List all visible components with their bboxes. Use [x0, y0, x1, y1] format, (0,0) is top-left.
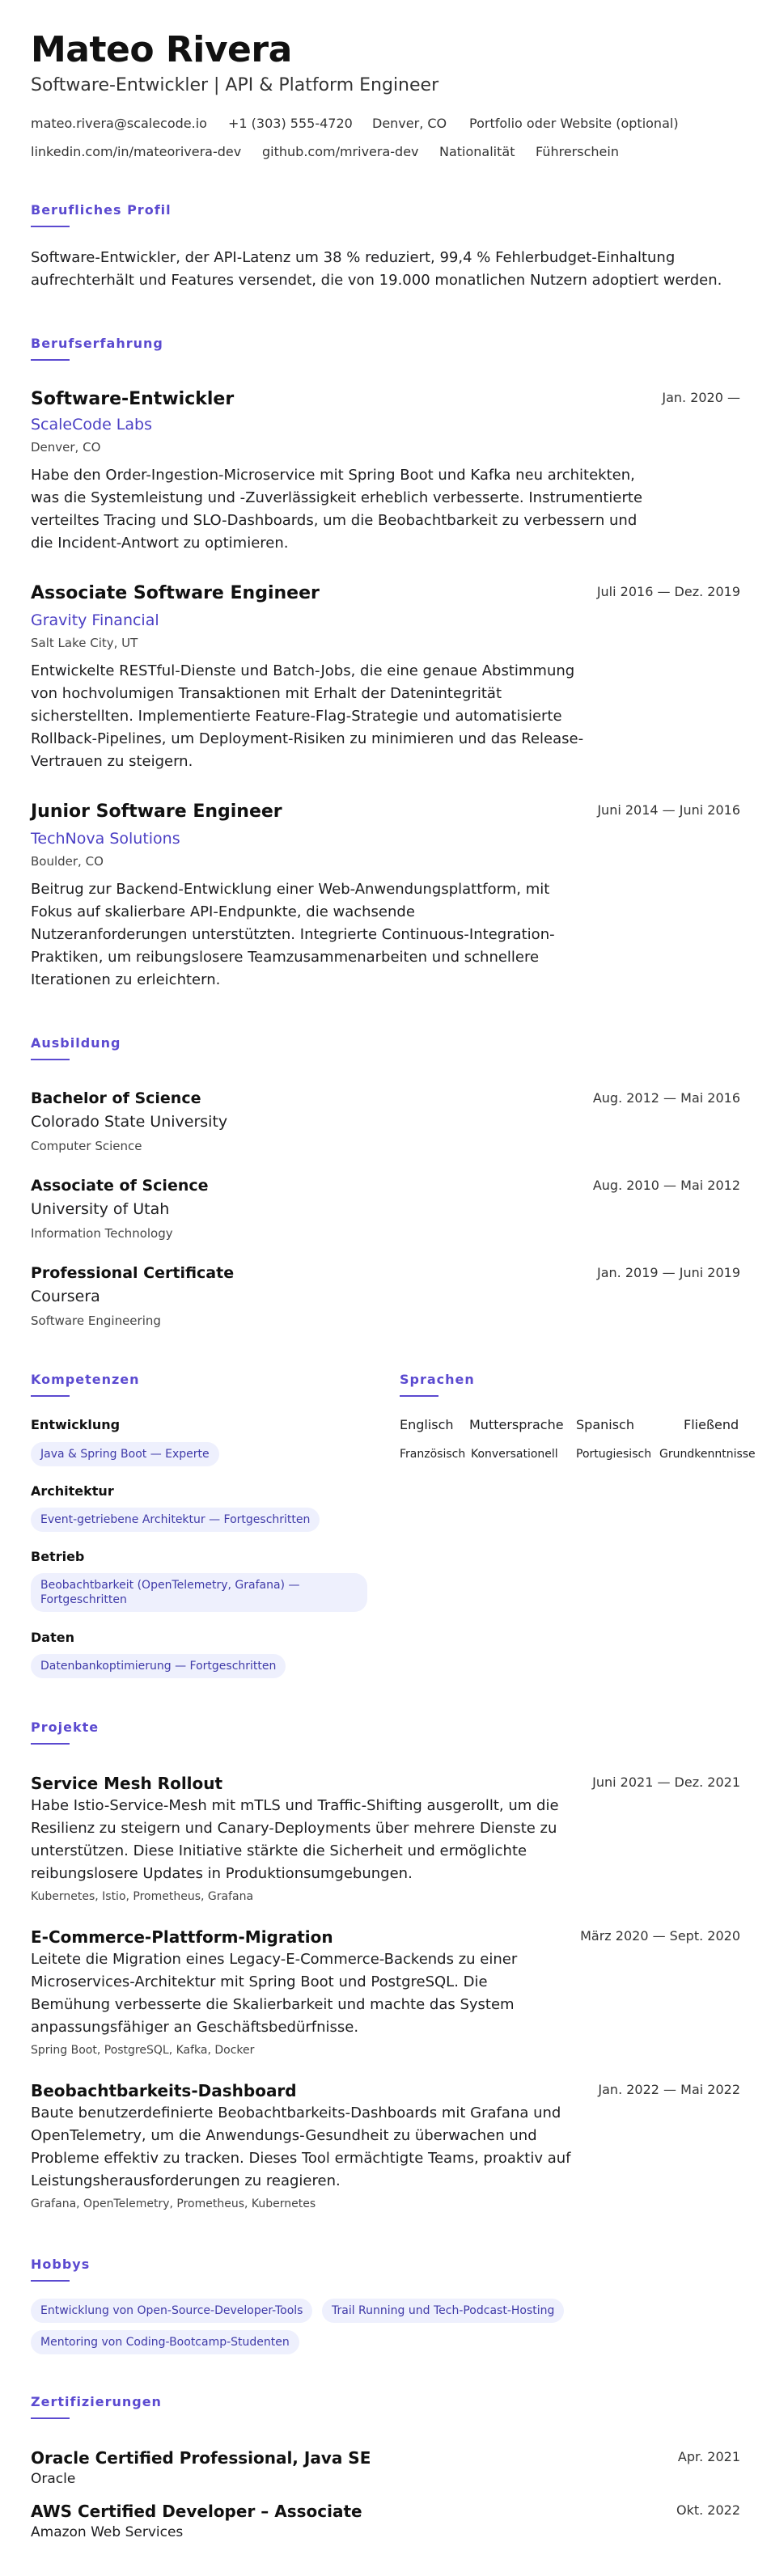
- education-dates: Aug. 2010 — Mai 2012: [592, 1178, 740, 1193]
- hobbies-section-title: Hobbys: [31, 2257, 91, 2272]
- language-level: Muttersprache: [469, 1417, 564, 1432]
- skill-category: Betrieb: [31, 1549, 85, 1564]
- education-school: Coursera: [31, 1288, 100, 1305]
- certification-name: Oracle Certified Professional, Java SE: [31, 2448, 371, 2468]
- experience-title-underline: [31, 359, 70, 361]
- project-dates: März 2020 — Sept. 2020: [580, 1928, 740, 1944]
- job-dates: Juli 2016 — Dez. 2019: [596, 584, 740, 599]
- contact-linkedin[interactable]: linkedin.com/in/mateorivera-dev: [31, 144, 242, 159]
- language-name: Französisch: [400, 1448, 466, 1461]
- language-name: Englisch: [400, 1417, 454, 1432]
- education-field: Computer Science: [31, 1139, 142, 1153]
- education-degree: Professional Certificate: [31, 1264, 235, 1282]
- education-dates: Jan. 2019 — Juni 2019: [597, 1265, 740, 1280]
- skill-category: Architektur: [31, 1483, 114, 1499]
- skill-pill: Event-getriebene Architektur — Fortgeschritten: [31, 1508, 320, 1532]
- education-field: Information Technology: [31, 1226, 173, 1241]
- education-field: Software Engineering: [31, 1313, 161, 1328]
- certification-date: Okt. 2022: [676, 2502, 740, 2518]
- job-location: Salt Lake City, UT: [31, 636, 138, 650]
- education-degree: Associate of Science: [31, 1177, 209, 1195]
- education-dates: Aug. 2012 — Mai 2016: [592, 1090, 740, 1106]
- certification-name: AWS Certified Developer – Associate: [31, 2502, 362, 2521]
- language-level: Fließend: [684, 1417, 739, 1432]
- project-title: Beobachtbarkeits-Dashboard: [31, 2081, 297, 2100]
- profile-section-title: Berufliches Profil: [31, 202, 172, 218]
- job-company: TechNova Solutions: [31, 830, 180, 848]
- projects-title-underline: [31, 1743, 70, 1745]
- language-level: Konversationell: [471, 1448, 558, 1461]
- job-title: Junior Software Engineer: [31, 802, 282, 822]
- project-dates: Jan. 2022 — Mai 2022: [598, 2082, 740, 2097]
- education-school: University of Utah: [31, 1200, 170, 1218]
- hobbies-title-underline: [31, 2280, 70, 2282]
- project-title: E-Commerce-Plattform-Migration: [31, 1927, 333, 1947]
- contact-nationality: Nationalität: [439, 144, 515, 159]
- job-location: Boulder, CO: [31, 854, 104, 869]
- certification-issuer: Oracle: [31, 2471, 76, 2487]
- languages-section-title: Sprachen: [400, 1372, 475, 1387]
- skill-pill: Datenbankoptimierung — Fortgeschritten: [31, 1654, 286, 1678]
- education-section-title: Ausbildung: [31, 1035, 121, 1051]
- languages-title-underline: [400, 1395, 438, 1397]
- language-level: Grundkenntnisse: [659, 1448, 756, 1461]
- project-tech-stack: Spring Boot, PostgreSQL, Kafka, Docker: [31, 2044, 255, 2057]
- job-dates: Jan. 2020 —: [662, 390, 740, 405]
- job-description: Beitrug zur Backend-Entwicklung einer Web-Anwendungsplattform, mit Fokus auf skalierbare API-Endpunkte, die wachsende Nutzeranforderungen unterstützten. Integrierte Continuous-Integration-Praktiken, um reibungslosere Teamzusammenarbeiten und schnellere Iterationen zu erleichtern.: [31, 881, 555, 988]
- education-degree: Bachelor of Science: [31, 1089, 201, 1107]
- certifications-title-underline: [31, 2417, 70, 2419]
- skill-category: Entwicklung: [31, 1417, 121, 1432]
- job-description: Entwickelte RESTful-Dienste und Batch-Jobs, die eine genaue Abstimmung von hochvolumigen Transaktionen mit Erhalt der Datenintegrität sicherstellten. Implementierte Feature-Flag-Strategie und automatisierte Rollback-Pipelines, um Deployment-Risiken zu minimieren und das Release-Vertrauen zu steigern.: [31, 662, 584, 770]
- skill-pill: Java & Spring Boot — Experte: [31, 1442, 219, 1466]
- education-title-underline: [31, 1059, 70, 1060]
- skills-title-underline: [31, 1395, 70, 1397]
- job-company: ScaleCode Labs: [31, 416, 152, 434]
- job-dates: Juni 2014 — Juni 2016: [597, 802, 740, 818]
- job-description: Habe den Order-Ingestion-Microservice mit Spring Boot und Kafka neu architekten, was die Systemleistung und -Zuverlässigkeit erheblich verbesserte. Instrumentierte verteiltes Tracing und SLO-Dashboards, um die Beobachtbarkeit zu verbessern und die Incident-Antwort zu optimieren.: [31, 467, 643, 552]
- profile-title-underline: [31, 226, 70, 227]
- profile-summary: Software-Entwickler, der API-Latenz um 38 % reduziert, 99,4 % Fehlerbudget-Einhaltung aufrechterhält und Features versendet, die von 19.000 monatlichen Nutzern adoptiert werden.: [31, 249, 722, 289]
- skill-category: Daten: [31, 1630, 74, 1645]
- job-company: Gravity Financial: [31, 611, 159, 629]
- candidate-headline: Software-Entwickler | API & Platform Engineer: [31, 75, 439, 95]
- project-tech-stack: Grafana, OpenTelemetry, Prometheus, Kubernetes: [31, 2197, 316, 2210]
- contact-website[interactable]: Portfolio oder Website (optional): [469, 116, 679, 131]
- projects-section-title: Projekte: [31, 1719, 100, 1735]
- hobby-pill: Mentoring von Coding-Bootcamp-Studenten: [31, 2330, 299, 2354]
- project-dates: Juni 2021 — Dez. 2021: [592, 1774, 740, 1790]
- contact-license: Führerschein: [536, 144, 619, 159]
- job-location: Denver, CO: [31, 440, 101, 455]
- contact-github[interactable]: github.com/mrivera-dev: [262, 144, 419, 159]
- language-name: Portugiesisch: [576, 1448, 652, 1461]
- skills-section-title: Kompetenzen: [31, 1372, 140, 1387]
- certification-date: Apr. 2021: [677, 2449, 740, 2464]
- certifications-section-title: Zertifizierungen: [31, 2394, 162, 2409]
- hobby-pill: Trail Running und Tech-Podcast-Hosting: [322, 2299, 564, 2323]
- job-title: Software-Entwickler: [31, 389, 235, 409]
- job-title: Associate Software Engineer: [31, 583, 320, 603]
- project-description: Habe Istio-Service-Mesh mit mTLS und Traffic-Shifting ausgerollt, um die Resilienz zu steigern und Canary-Deployments über mehrere Dienste zu unterstützen. Diese Initiative stärkte die Sicherheit und ermöglichte reibungslosere Updates in Produktionsumgebungen.: [31, 1797, 559, 1882]
- candidate-name: Mateo Rivera: [31, 29, 292, 70]
- project-description: Leitete die Migration eines Legacy-E-Commerce-Backends zu einer Microservices-Architektur mit Spring Boot und PostgreSQL. Die Bemühung verbesserte die Skalierbarkeit und machte das System anpassungsfähiger an Geschäftsbedürfnisse.: [31, 1951, 518, 2036]
- contact-email[interactable]: mateo.rivera@scalecode.io: [31, 116, 207, 131]
- contact-location: Denver, CO: [372, 116, 447, 131]
- project-title: Service Mesh Rollout: [31, 1774, 223, 1793]
- experience-section-title: Berufserfahrung: [31, 336, 163, 351]
- skill-pill: Beobachtbarkeit (OpenTelemetry, Grafana) — Fortgeschritten: [31, 1573, 367, 1612]
- contact-phone[interactable]: +1 (303) 555-4720: [228, 116, 353, 131]
- project-description: Baute benutzerdefinierte Beobachtbarkeits-Dashboards mit Grafana und OpenTelemetry, um die Anwendungs-Gesundheit zu überwachen und Probleme effektiv zu tracken. Dieses Tool ermächtigte Teams, proaktiv auf Leistungsherausforderungen zu reagieren.: [31, 2104, 571, 2189]
- education-school: Colorado State University: [31, 1113, 228, 1131]
- hobby-pill: Entwicklung von Open-Source-Developer-Tools: [31, 2299, 312, 2323]
- language-name: Spanisch: [576, 1417, 634, 1432]
- certification-issuer: Amazon Web Services: [31, 2524, 184, 2540]
- project-tech-stack: Kubernetes, Istio, Prometheus, Grafana: [31, 1890, 254, 1903]
